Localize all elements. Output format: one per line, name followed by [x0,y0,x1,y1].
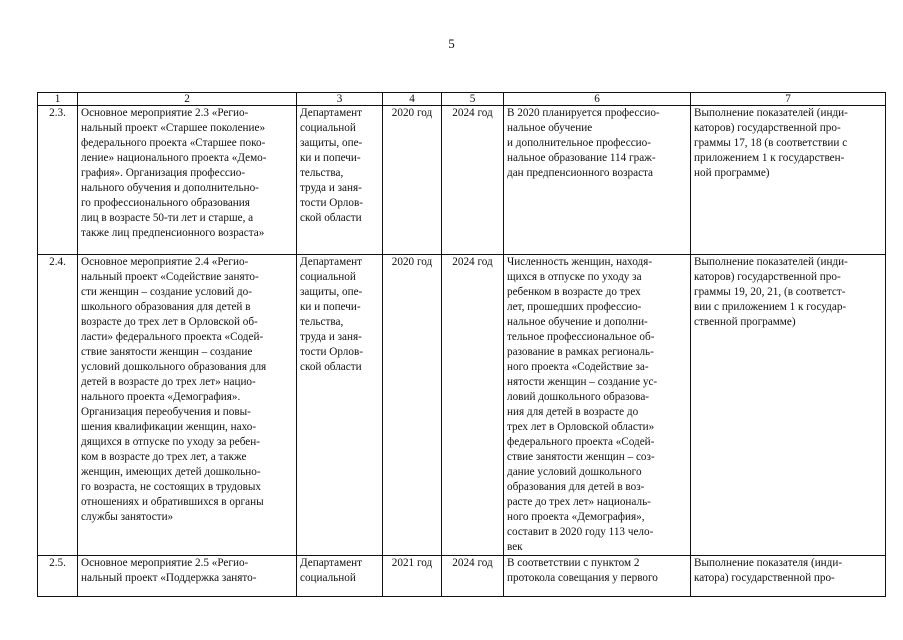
row-number: 2.3. [49,107,66,119]
page-number: 5 [448,36,455,51]
event-description: Основное мероприятие 2.5 «Регио- нальный проект «Поддержка занято- [81,557,257,584]
column-header: 6 [504,93,691,106]
row-number: 2.4. [49,256,66,268]
table-row [38,556,886,597]
executor: Департамент социальной защиты, опе- ки и попечи- тельства, труда и заня- тости Орлов- ской области [300,256,363,373]
end-year: 2024 год [452,557,493,569]
table-row [38,255,886,556]
indicator-link: Выполнение показателя (инди- катора) государственной про- [694,557,843,584]
expected-result: В 2020 планируется профессио- нальное обучение и дополнительное профессио- нальное образование 114 граж- дан предпенсионного возраста [507,107,660,179]
event-description: Основное мероприятие 2.3 «Регио- нальный проект «Старшее поколение» федерального проекта «Старшее поко- ление» национального проекта «Демо- графия». Организация профессио- нального обучения и дополнительно- го профессионального образования лиц в возрасте 50-ти лет и старше, а также лиц предпенсионного возраста» [81,107,267,239]
column-header: 2 [78,93,297,106]
indicator-link: Выполнение показателей (инди- каторов) государственной про- граммы 17, 18 (в соответствии с приложением 1 к государствен- ной программе) [694,107,848,179]
event-description: Основное мероприятие 2.4 «Регио- нальный проект «Содействие занято- сти женщин – создание условий до- школьного образования для детей в возрасте до трех лет в Орловской об- ласти» федерального проекта «Содей- ствие занятости женщин – создание условий дошкольного образования для детей в возрасте до трех лет» нацио- нального проекта «Демография». Организация переобучения и повы- шения квалификации женщин, нахо- дящихся в отпуске по уходу за ребен- ком в возрасте до трех лет, а также женщин, имеющих детей дошкольно- го возраста, не состоящих в трудовых отношениях и обратившихся в органы службы занятости» [81,256,267,523]
start-year: 2020 год [391,107,433,119]
row-number: 2.5. [49,557,66,569]
column-header: 3 [297,93,383,106]
table-header-row [38,93,886,106]
end-year: 2024 год [452,256,493,268]
executor: Департамент социальной [300,557,363,584]
indicator-link: Выполнение показателей (инди- каторов) государственной про- граммы 19, 20, 21, (в соответст- вии с приложением 1 к государ- ственной программе) [694,256,848,328]
start-year: 2021 год [391,557,433,569]
table-row [38,106,886,255]
column-header: 4 [383,93,442,106]
end-year: 2024 год [452,107,493,119]
column-header: 7 [691,93,886,106]
start-year: 2020 год [391,256,433,268]
expected-result: Численность женщин, находя- щихся в отпуске по уходу за ребенком в возрасте до трех лет, прошедших профессио- нальное обучение и дополни- тельное профессиональное об- разование в рамках региональ- ного проекта «Содействие за- нятости женщин – создание ус- ловий дошкольного образова- ния для детей в возрасте до трех лет в Орловской области» федерального проекта «Содей- ствие занятости женщин – соз- дание условий дошкольного образования для детей в воз- расте до трех лет» националь- ного проекта «Демография», составит в 2020 году 113 чело- век [507,256,658,553]
expected-result: В соответствии с пунктом 2 протокола совещания у первого [507,557,658,584]
column-header: 1 [38,93,78,106]
executor: Департамент социальной защиты, опе- ки и попечи- тельства, труда и заня- тости Орлов- ской области [300,107,363,224]
column-header: 5 [442,93,504,106]
program-events-table [37,92,886,597]
